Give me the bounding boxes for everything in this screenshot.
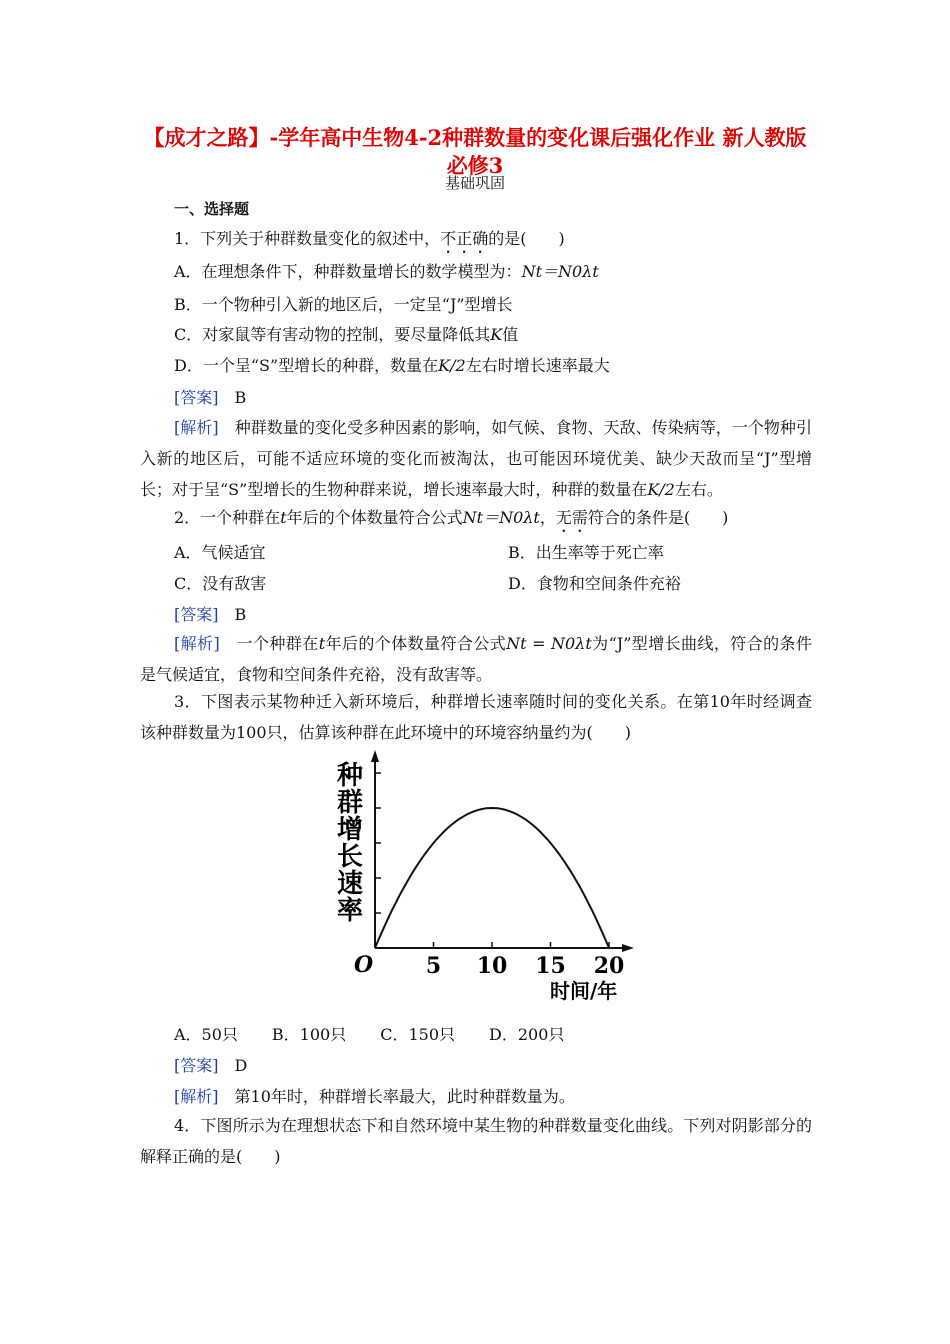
y-axis-arrow (371, 750, 379, 762)
growth-curve (375, 808, 609, 948)
q3-choice-b: B．100只 (271, 1025, 347, 1044)
origin-label: O (354, 952, 374, 978)
q1-option-a: A．在理想条件下，种群数量增长的数学模型为：Nt＝N0λt (174, 262, 599, 281)
q1-analysis: [解析] 种群数量的变化受多种因素的影响，如气候、食物、天敌、传染病等，一个物种引入新的地区后，可能不适应环境的变化而被淘汰，也可能因环境优美、缺少天敌而呈“J”型增长；对于呈“S”型增长的生物种群来说，增长速率最大时，种群的数量在K/2左右。 (140, 418, 812, 499)
q1-option-d: D．一个呈“S”型增长的种群，数量在K/2左右时增长速率最大 (174, 356, 610, 375)
q3-stem: 3．下图表示某物种迁入新环境后，种群增长速率随时间的变化关系。在第10年时经调查该种群数量为100只，估算该种群在此环境中的环境容纳量约为( ) (140, 692, 812, 742)
x-tick-label: 5 (425, 953, 442, 979)
q1-option-b: B．一个物种引入新的地区后，一定呈“J”型增长 (174, 295, 513, 314)
chart-xlabel: 时间/年 (550, 979, 618, 1003)
q3-choices (174, 1022, 598, 1045)
q2-option-d: D．食物和空间条件充裕 (508, 574, 681, 593)
q1-stem: 1．下列关于种群数量变化的叙述中，不正确的是( ) (174, 229, 565, 248)
q2-option-a: A．气候适宜 (174, 543, 266, 562)
subtitle: 基础巩固 (444, 174, 505, 192)
document-title: 【成才之路】-学年高中生物4-2种群数量的变化课后强化作业 新人教版必修3 (143, 125, 807, 178)
formula: Nt＝N0λt (521, 262, 599, 281)
x-tick-label: 15 (535, 953, 566, 979)
y-axis-label: 种群增长速率 (336, 761, 364, 926)
q3-answer: [答案] D (174, 1056, 248, 1075)
section-heading: 一、选择题 (174, 200, 250, 218)
q2-analysis: [解析] 一个种群在t年后的个体数量符合公式Nt = N0λt为“J”型增长曲线，符合的条件是气候适宜，食物和空间条件充裕，没有敌害等。 (140, 634, 812, 684)
q3-analysis: [解析] 第10年时，种群增长率最大，此时种群数量为。 (174, 1087, 575, 1106)
x-tick-label: 20 (593, 953, 625, 979)
q2-option-b: B．出生率等于死亡率 (508, 543, 664, 562)
q4-stem: 4．下图所示为在理想状态下和自然环境中某生物的种群数量变化曲线。下列对阴影部分的解释正确的是( ) (140, 1116, 812, 1166)
q1-option-c: C．对家鼠等有害动物的控制，要尽量降低其K值 (174, 325, 519, 344)
q3-choice-a: A．50只 (174, 1025, 238, 1044)
q3-choice-d: D．200只 (489, 1025, 565, 1044)
q2-option-c: C．没有敌害 (174, 574, 267, 593)
growth-rate-chart (330, 748, 640, 1008)
q1-answer: [答案] B (174, 388, 247, 407)
x-axis-arrow (622, 944, 634, 952)
q3-choice-c: C．150只 (380, 1025, 456, 1044)
q2-answer: [答案] B (174, 605, 247, 624)
chart-ylabel (337, 761, 363, 926)
q2-stem: 2．一个种群在t年后的个体数量符合公式Nt＝N0λt，无需符合的条件是( ) (174, 508, 729, 527)
x-tick-label: 10 (476, 953, 508, 979)
